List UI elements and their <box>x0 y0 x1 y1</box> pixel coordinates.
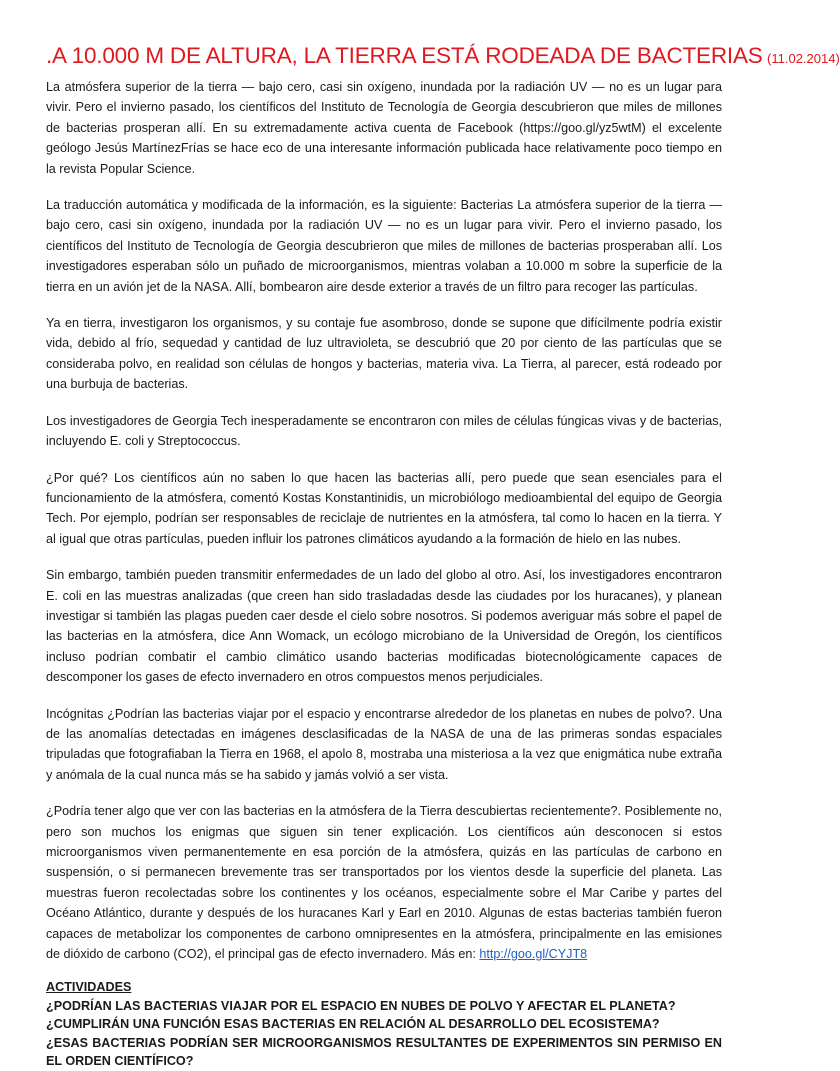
paragraph-5: ¿Por qué? Los científicos aún no saben lo que hacen las bacterias allí, pero puede que sean esenciales para el funcionamiento de la atmósfera, comentó Kostas Konstantinidis, un microbiólogo medioambiental del equipo de Georgia Tech. Por ejemplo, podrían ser responsables de reciclaje de nutrientes en la atmósfera, tal como lo hacen en la tierra. Y al igual que otras partículas, pueden influir los patrones climáticos ayudando a la formación de hielo en las nubes. <box>46 470 722 546</box>
activity-question-2: ¿CUMPLIRÁN UNA FUNCIÓN ESAS BACTERIAS EN RELACIÓN AL DESARROLLO DEL ECOSISTEMA? <box>46 1017 660 1032</box>
title-line <box>46 42 840 73</box>
activity-question-3: ¿ESAS BACTERIAS PODRÍAN SER MICROORGANISMOS RESULTANTES DE EXPERIMENTOS SIN PERMISO EN EL ORDEN CIENTÍFICO? <box>46 1035 722 1069</box>
activities-heading: ACTIVIDADES <box>46 980 132 995</box>
activities-section <box>46 978 722 1071</box>
paragraph-2: La traducción automática y modificada de la información, es la siguiente: Bacterias La atmósfera superior de la tierra — bajo cero, casi sin oxígeno, inundada por la radiación UV — no es un lugar para vivir. Pero el invierno pasado, los científicos del Instituto de Tecnología de Georgia descubrieron que miles de millones de bacterias prosperaban allí. Los investigadores esperaban sólo un puñado de microorganismos, mientras volaban a 10.000 m sobre la superficie de la tierra en un avión jet de la NASA. Allí, bombearon aire desde exterior a través de un filtro para recoger las partículas. <box>46 198 722 294</box>
paragraph-8 <box>46 801 722 964</box>
publish-date: (11.02.2014) <box>767 51 840 66</box>
paragraph-8-text: ¿Podría tener algo que ver con las bacterias en la atmósfera de la Tierra descubiertas recientemente?. Posiblemente no, pero son muchos los enigmas que siguen sin tener explicación. Los científicos aún desconocen si estos microorganismos viven permanentemente en esa porción de la atmósfera, quizás en las partículas de carbono en suspensión, o si permanecen brevemente tras ser transportados por los vientos desde la superficie del planeta. Las muestras fueron recolectadas sobre los continentes y los océanos, especialmente sobre el Mar Caribe y partes del Océano Atlántico, durante y después de los huracanes Karl y Earl en 2010. Algunas de estas bacterias también fueron capaces de metabolizar los componentes de carbono omnipresentes en la atmósfera, principalmente en las emisiones de dióxido de carbono (CO2), el principal gas de efecto invernadero. Más en: <box>46 804 722 962</box>
paragraph-6: Sin embargo, también pueden transmitir enfermedades de un lado del globo al otro. Así, los investigadores encontraron E. coli en las muestras analizadas (que creen han sido trasladadas desde las ciudades por los huracanes), y planean investigar si también las plagas pueden caer desde el cielo sobre nosotros. Si podemos averiguar más sobre el papel de las bacterias en la atmósfera, dice Ann Womack, un ecólogo microbiano de la Universidad de Oregón, los científicos incluso podrían combatir el cambio climático usando bacterias modificadas biotecnológicamente capaces de descomponer los gases de efecto invernadero en otros compuestos menos perjudiciales. <box>46 568 722 685</box>
paragraph-3: Ya en tierra, investigaron los organismos, y su contaje fue asombroso, donde se supone que difícilmente podría existir vida, debido al frío, sequedad y cantidad de luz ultravioleta, se descubrió que 20 por ciento de las partículas que se consideraba polvo, en realidad son células de hongos y bacterias, materia viva. La Tierra, al parecer, está rodeado por una burbuja de bacterias. <box>46 316 722 392</box>
page-title: .A 10.000 M DE ALTURA, LA TIERRA ESTÁ RODEADA DE BACTERIAS <box>46 43 763 68</box>
paragraph-4: Los investigadores de Georgia Tech inesperadamente se encontraron con miles de células fúngicas vivas y de bacterias, incluyendo E. coli y Streptococcus. <box>46 413 722 449</box>
more-info-link[interactable]: http://goo.gl/CYJT8 <box>479 947 588 962</box>
paragraph-1: La atmósfera superior de la tierra — bajo cero, casi sin oxígeno, inundada por la radiación UV — no es un lugar para vivir. Pero el invierno pasado, los científicos del Instituto de Tecnología de Georgia descubrieron que miles de millones de bacterias prosperan allí. En su extremadamente activa cuenta de Facebook (https://goo.gl/yz5wtM) el excelente geólogo Jesús MartínezFrías se hace eco de una interesante información publicada hace relativamente poco tiempo en la revista Popular Science. <box>46 80 722 176</box>
paragraph-7: Incógnitas ¿Podrían las bacterias viajar por el espacio y encontrarse alrededor de los planetas en nubes de polvo?. Una de las anomalías detectadas en imágenes desclasificadas de la NASA de una de las primeras sondas espaciales tripuladas que fotografiaban la Tierra en 1968, el apolo 8, mostraba una misteriosa a la vez que enigmática nube extraña y anómala de la cual nunca más se ha sabido y jamás volvió a ser vista. <box>46 706 722 782</box>
activity-question-1: ¿PODRÍAN LAS BACTERIAS VIAJAR POR EL ESPACIO EN NUBES DE POLVO Y AFECTAR EL PLANETA? <box>46 998 676 1013</box>
